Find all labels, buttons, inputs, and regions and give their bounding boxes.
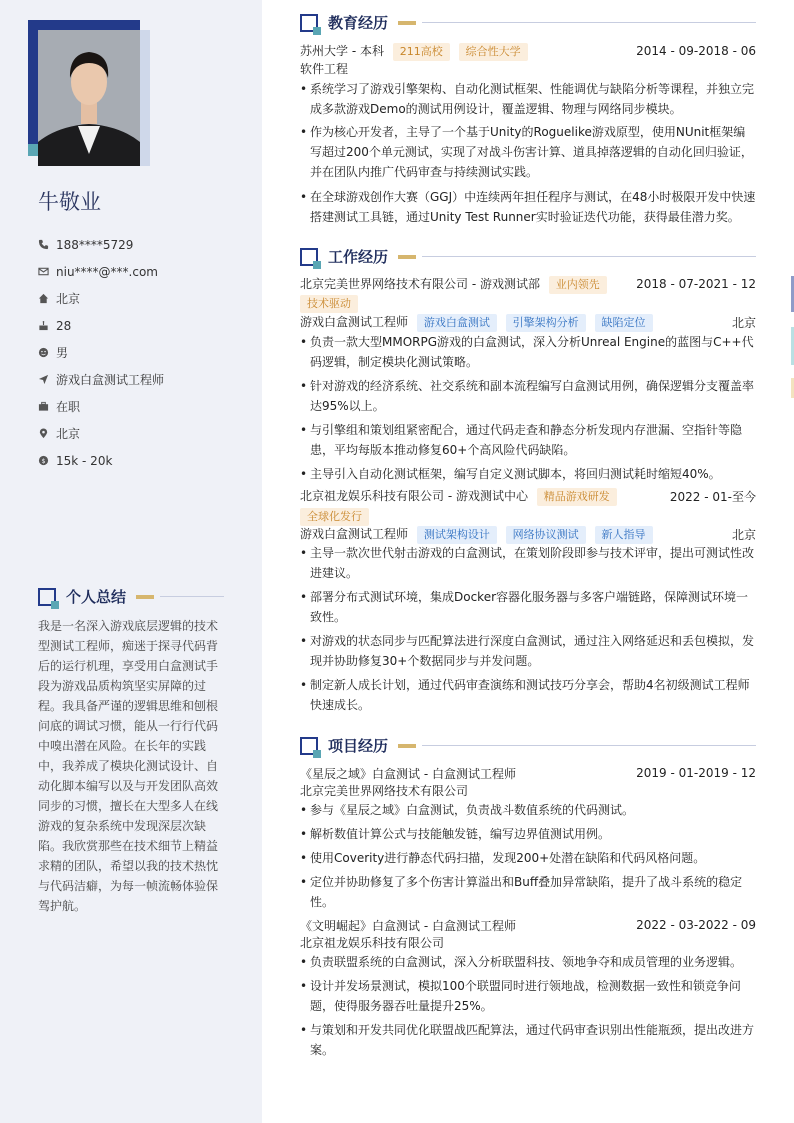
money-icon bbox=[38, 455, 49, 466]
project-bullet: • 解析数值计算公式与技能触发链，编写边界值测试用例。 bbox=[300, 824, 756, 844]
section-square-icon bbox=[300, 14, 318, 32]
gender-text: 男 bbox=[56, 346, 69, 360]
status-text: 在职 bbox=[56, 400, 81, 414]
skill-tag: 引擎架构分析 bbox=[506, 314, 586, 332]
company-tag: 技术驱动 bbox=[300, 295, 358, 313]
project-date: 2019 - 01-2019 - 12 bbox=[636, 766, 756, 780]
work-section-title: 工作经历 bbox=[300, 246, 756, 267]
phone-text: 188****5729 bbox=[56, 237, 134, 252]
briefcase-icon bbox=[38, 401, 49, 412]
target-city-text: 北京 bbox=[56, 427, 81, 441]
target-city-row bbox=[38, 420, 248, 447]
job-bullet: • 主导引入自动化测试框架，编写自定义测试脚本，将回归测试耗时缩短40%。 bbox=[300, 464, 756, 484]
age-row bbox=[38, 312, 248, 339]
job-position-row bbox=[300, 525, 756, 543]
projects-section-title: 项目经历 bbox=[300, 735, 756, 756]
sidebar bbox=[0, 0, 262, 1123]
project-company: 北京完美世界网络技术有限公司 bbox=[300, 784, 469, 798]
project-name: 《文明崛起》白盒测试 - 白盒测试工程师 bbox=[300, 918, 516, 933]
job-bullet: • 制定新人成长计划，通过代码审查演练和测试技巧分享会，帮助4名初级测试工程师快速成长。 bbox=[300, 675, 756, 715]
job-header bbox=[300, 486, 756, 506]
job-bullet: • 部署分布式测试环境，集成Docker容器化服务器与多客户端链路，保障测试环境一致性。 bbox=[300, 587, 756, 627]
skill-tag: 测试架构设计 bbox=[417, 526, 497, 544]
email-text: niu****@***.com bbox=[56, 264, 158, 279]
education-date: 2014 - 09-2018 - 06 bbox=[636, 44, 756, 58]
education-header bbox=[300, 41, 756, 61]
profile-photo-frame bbox=[28, 20, 152, 164]
location-text: 北京 bbox=[56, 292, 81, 306]
job-bullet: • 对游戏的状态同步与匹配算法进行深度白盒测试，通过注入网络延迟和丢包模拟，发现并协助修复30+个数据同步与并发问题。 bbox=[300, 631, 756, 671]
project-company: 北京祖龙娱乐科技有限公司 bbox=[300, 936, 445, 950]
project-bullet: • 设计并发场景测试，模拟100个联盟同时进行领地战，检测数据一致性和锁竞争问题，使得服务器吞吐量提升25%。 bbox=[300, 976, 756, 1016]
gender-row bbox=[38, 339, 248, 366]
company-tag: 全球化发行 bbox=[300, 508, 369, 526]
project-bullet: • 参与《星辰之域》白盒测试，负责战斗数值系统的代码测试。 bbox=[300, 800, 756, 820]
job-tag-row bbox=[300, 295, 756, 313]
age-text: 28 bbox=[56, 318, 72, 333]
education-bullet: • 在全球游戏创作大赛（GGJ）中连续两年担任程序与测试，在48小时极限开发中快速搭建测试工具链，通过Unity Test Runner实时验证迭代功能，获得最佳潜力奖。 bbox=[300, 187, 756, 227]
target-job-row bbox=[38, 366, 248, 393]
skill-tag: 游戏白盒测试 bbox=[417, 314, 497, 332]
avatar bbox=[38, 30, 140, 166]
project-bullet: • 使用Coverity进行静态代码扫描，发现200+处潜在缺陷和代码风格问题。 bbox=[300, 848, 756, 868]
email-row bbox=[38, 258, 248, 285]
project-bullet: • 与策划和开发共同优化联盟战匹配算法，通过代码审查识别出性能瓶颈，提出改进方案。 bbox=[300, 1020, 756, 1060]
company-name: 北京祖龙娱乐科技有限公司 - 游戏测试中心 bbox=[300, 488, 528, 503]
job-tag-row bbox=[300, 508, 756, 526]
section-square-icon bbox=[300, 737, 318, 755]
company-tag: 业内领先 bbox=[549, 276, 607, 294]
project-date: 2022 - 03-2022 - 09 bbox=[636, 918, 756, 932]
project-header bbox=[300, 916, 756, 934]
salary-text: 15k - 20k bbox=[56, 453, 113, 468]
skill-tag: 缺陷定位 bbox=[595, 314, 653, 332]
contact-info bbox=[38, 231, 248, 474]
gender-icon bbox=[38, 347, 49, 358]
job-date: 2022 - 01-至今 bbox=[669, 489, 756, 504]
svg-text:$: $ bbox=[41, 456, 46, 465]
job-bullet: • 主导一款次世代射击游戏的白盒测试，在策划阶段即参与技术评审，提出可测试性改进建议。 bbox=[300, 543, 756, 583]
mail-icon bbox=[38, 266, 49, 277]
school-tag: 211高校 bbox=[393, 43, 450, 61]
pin-icon bbox=[38, 428, 49, 439]
salary-row bbox=[38, 447, 248, 474]
skill-tag: 新人指导 bbox=[595, 526, 653, 544]
candidate-name: 牛敬业 bbox=[38, 190, 101, 214]
project-name: 《星辰之域》白盒测试 - 白盒测试工程师 bbox=[300, 766, 516, 781]
education-bullet: • 作为核心开发者，主导了一个基于Unity的Roguelike游戏原型，使用NUnit框架编写超过200个单元测试，实现了对战斗伤害计算、道具掉落逻辑的自动化回归验证，并在团队内推广代码审查与持续测试实践。 bbox=[300, 122, 756, 182]
job-header bbox=[300, 274, 756, 294]
education-bullet: • 系统学习了游戏引擎架构、自动化测试框架、性能调优与缺陷分析等课程，并独立完成多款游戏Demo的测试用例设计，覆盖逻辑、物理与网络同步模块。 bbox=[300, 79, 756, 119]
project-bullet: • 定位并协助修复了多个伤害计算溢出和Buff叠加异常缺陷，提升了战斗系统的稳定性。 bbox=[300, 872, 756, 912]
company-tag: 精品游戏研发 bbox=[537, 488, 617, 506]
cake-icon bbox=[38, 320, 49, 331]
job-position: 游戏白盒测试工程师 bbox=[300, 526, 409, 541]
job-bullet: • 针对游戏的经济系统、社交系统和副本流程编写白盒测试用例，确保逻辑分支覆盖率达95%以上。 bbox=[300, 376, 756, 416]
company-name: 北京完美世界网络技术有限公司 - 游戏测试部 bbox=[300, 276, 540, 291]
school-tag: 综合性大学 bbox=[459, 43, 528, 61]
job-position-row bbox=[300, 313, 756, 331]
job-bullet: • 负责一款大型MMORPG游戏的白盒测试，深入分析Unreal Engine的蓝图与C++代码逻辑，制定模块化测试策略。 bbox=[300, 332, 756, 372]
project-bullet: • 负责联盟系统的白盒测试，深入分析联盟科技、领地争夺和成员管理的业务逻辑。 bbox=[300, 952, 756, 972]
section-square-icon bbox=[38, 588, 56, 606]
project-header bbox=[300, 764, 756, 782]
skill-tag: 网络协议测试 bbox=[506, 526, 586, 544]
phone-row bbox=[38, 231, 248, 258]
target-job-text: 游戏白盒测试工程师 bbox=[56, 373, 165, 387]
major: 软件工程 bbox=[300, 62, 349, 76]
status-row bbox=[38, 393, 248, 420]
location-row bbox=[38, 285, 248, 312]
job-position: 游戏白盒测试工程师 bbox=[300, 314, 409, 329]
education-section-title: 教育经历 bbox=[300, 12, 756, 33]
job-bullet: • 与引擎组和策划组紧密配合，通过代码走查和静态分析发现内存泄漏、空指针等隐患，平均每版本推动修复60+个高风险代码缺陷。 bbox=[300, 420, 756, 460]
home-icon bbox=[38, 293, 49, 304]
school-name: 苏州大学 - 本科 bbox=[300, 43, 384, 58]
job-city: 北京 bbox=[731, 527, 756, 542]
phone-icon bbox=[38, 239, 49, 250]
job-city: 北京 bbox=[731, 315, 756, 330]
job-date: 2018 - 07-2021 - 12 bbox=[636, 277, 756, 291]
summary-text: 我是一名深入游戏底层逻辑的技术型测试工程师，痴迷于探寻代码背后的运行机理，享受用白盒测试手段为游戏品质构筑坚实屏障的过程。我具备严谨的逻辑思维和刨根问底的调试习惯，能从一行行代码中嗅出潜在风险。在长年的实践中，我养成了模块化测试设计、自动化脚本编写以及与开发团队高效同步的习惯，擅长在大型多人在线游戏的复杂系统中发现深层次缺陷。我欣赏那些在技术细节上精益求精的团队，希望以我的技术热忱与代码洁癖，为每一帧流畅体验保驾护航。 bbox=[38, 619, 219, 913]
send-icon bbox=[38, 374, 49, 385]
section-square-icon bbox=[300, 248, 318, 266]
summary-section-title: 个人总结 bbox=[38, 586, 224, 607]
